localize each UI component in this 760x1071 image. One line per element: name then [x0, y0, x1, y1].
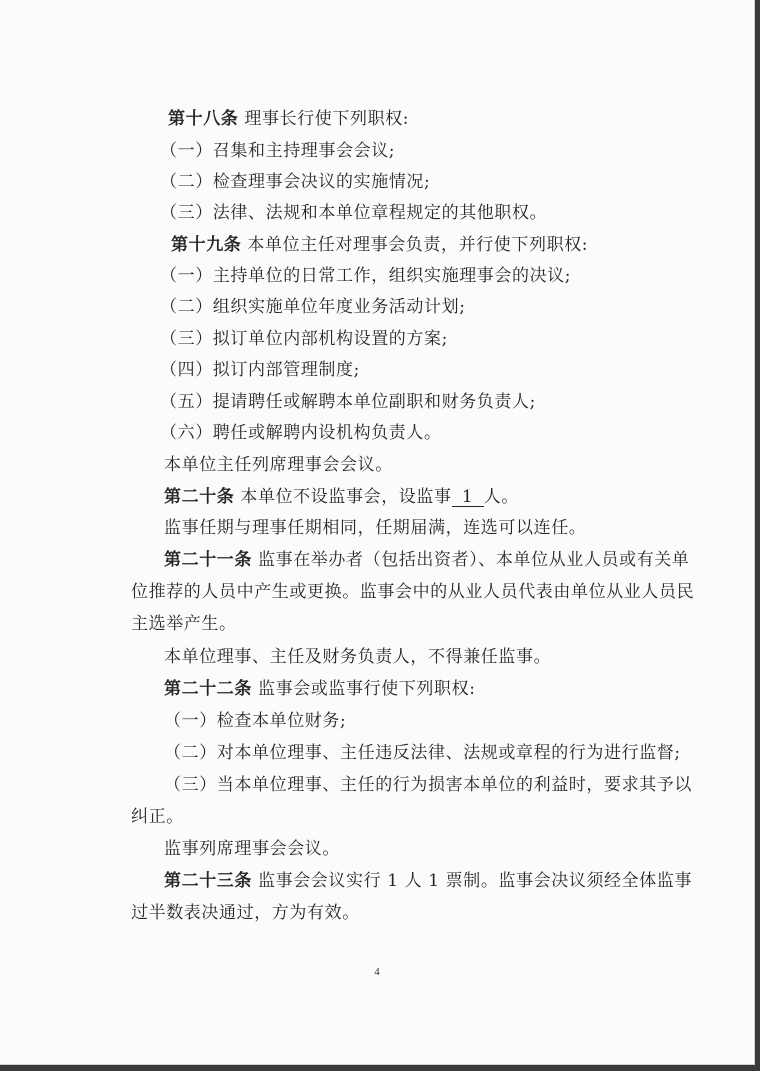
line-text: （三）拟订单位内部机构设置的方案; — [160, 329, 448, 349]
article-20-heading — [164, 486, 519, 508]
text-line — [160, 171, 430, 193]
text-line — [131, 613, 237, 635]
article-number: 第二十一条 — [164, 550, 252, 570]
text-line — [131, 902, 360, 924]
text-line — [160, 140, 395, 162]
line-text: 本单位主任对理事会负责，并行使下列职权: — [241, 235, 589, 255]
text-line — [164, 838, 340, 860]
text-line — [160, 328, 448, 350]
line-text: 主选举产生。 — [131, 614, 237, 634]
article-19-heading — [171, 234, 588, 256]
line-text: （二）组织实施单位年度业务活动计划; — [160, 297, 466, 317]
text-line — [164, 454, 393, 476]
text-line — [160, 296, 466, 318]
line-text: （一）主持单位的日常工作，组织实施理事会的决议; — [160, 266, 572, 286]
line-text: 纠正。 — [131, 807, 184, 827]
line-text: 本单位主任列席理事会会议。 — [164, 455, 393, 475]
line-text: 监事会或监事行使下列职权: — [252, 679, 476, 699]
underlined-count: 1 — [452, 488, 484, 507]
line-text: （六）聘任或解聘内设机构负责人。 — [160, 423, 442, 443]
text-line — [164, 710, 346, 732]
article-number: 第二十二条 — [164, 679, 252, 699]
line-text: （一）检查本单位财务; — [164, 711, 347, 731]
line-text: 位推荐的人员中产生或更换。监事会中的从业人员代表由单位从业人员民 — [131, 582, 695, 602]
article-number: 第十九条 — [171, 235, 242, 255]
text-line — [160, 422, 442, 444]
text-line — [164, 646, 551, 668]
line-text: （二）检查理事会决议的实施情况; — [160, 172, 431, 192]
text-line — [160, 265, 571, 287]
line-text: 监事在举办者（包括出资者）、本单位从业人员或有关单 — [252, 550, 690, 570]
page-number: 4 — [374, 966, 380, 978]
line-text: 过半数表决通过，方为有效。 — [131, 903, 360, 923]
text-line — [131, 581, 694, 603]
line-text: （五）提请聘任或解聘本单位副职和财务负责人; — [160, 392, 536, 412]
article-number: 第二十三条 — [164, 871, 252, 891]
article-number: 第二十条 — [164, 487, 235, 507]
text-line — [164, 774, 692, 796]
text-line — [160, 202, 547, 224]
article-22-heading — [164, 678, 476, 700]
line-text: 监事任期与理事任期相同，任期届满，连选可以连任。 — [164, 518, 587, 538]
line-text: （四）拟订内部管理制度; — [160, 360, 360, 380]
article-number: 第十八条 — [168, 109, 239, 129]
article-21-heading — [164, 549, 690, 571]
text-line — [164, 517, 586, 539]
line-text: 监事列席理事会会议。 — [164, 839, 340, 859]
line-text: 本单位不设监事会，设监事 — [234, 487, 452, 507]
text-line — [160, 391, 536, 413]
line-text: （一）召集和主持理事会会议; — [160, 141, 396, 161]
text-line — [131, 806, 184, 828]
line-text: 理事长行使下列职权: — [238, 109, 410, 129]
text-line — [164, 742, 681, 764]
line-text: 人。 — [483, 487, 519, 507]
line-text: （二）对本单位理事、主任违反法律、法规或章程的行为进行监督; — [164, 743, 681, 763]
line-text: 本单位理事、主任及财务负责人，不得兼任监事。 — [164, 647, 552, 667]
article-18-heading — [168, 108, 409, 130]
line-text: （三）法律、法规和本单位章程规定的其他职权。 — [160, 203, 548, 223]
line-text: （三）当本单位理事、主任的行为损害本单位的利益时，要求其予以 — [164, 775, 692, 795]
line-text: 监事会会议实行 1 人 1 票制。监事会决议须经全体监事 — [252, 871, 693, 891]
article-23-heading — [164, 870, 692, 892]
text-line — [160, 359, 360, 381]
